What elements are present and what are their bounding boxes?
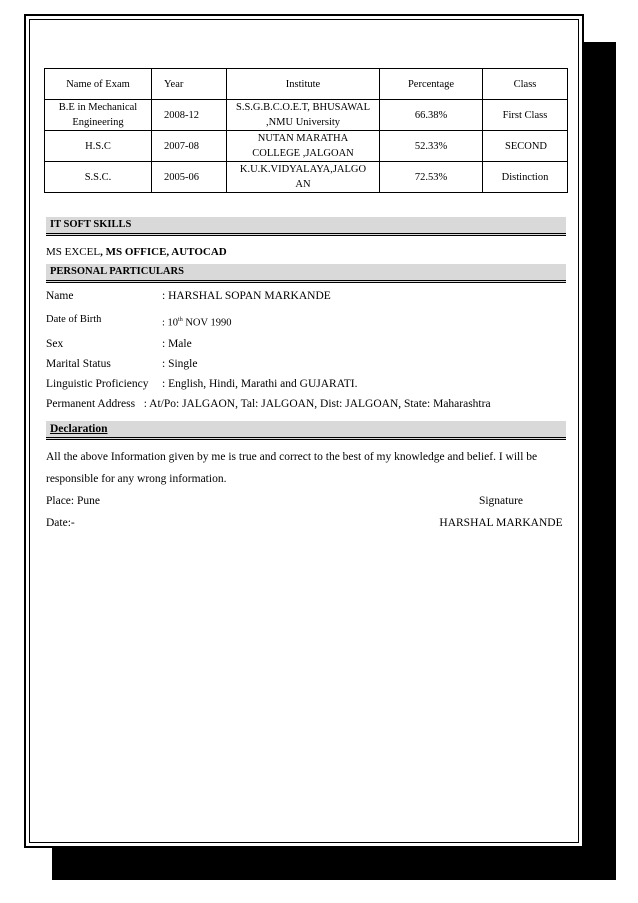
linguistic-row bbox=[46, 377, 566, 391]
institute-cell: K.U.K.VIDYALAYA,JALGO AN bbox=[227, 162, 380, 193]
exam-cell: B.E in Mechanical Engineering bbox=[45, 100, 152, 131]
header-class: Class bbox=[483, 69, 568, 100]
date-row bbox=[46, 512, 566, 534]
header-institute: Institute bbox=[227, 69, 380, 100]
document-page bbox=[24, 14, 584, 848]
year-cell: 2005-06 bbox=[152, 162, 227, 193]
name-row bbox=[46, 289, 566, 303]
header-percentage: Percentage bbox=[380, 69, 483, 100]
institute-cell: NUTAN MARATHA COLLEGE ,JALGOAN bbox=[227, 131, 380, 162]
marital-row bbox=[46, 357, 566, 371]
dob-value: : 10th NOV 1990 bbox=[162, 317, 232, 329]
declaration-heading: Declaration bbox=[46, 421, 566, 440]
name-value: : HARSHAL SOPAN MARKANDE bbox=[162, 290, 331, 302]
marital-value: : Single bbox=[162, 357, 198, 370]
personal-heading: PERSONAL PARTICULARS bbox=[46, 264, 566, 283]
year-cell: 2008-12 bbox=[152, 100, 227, 131]
year-cell: 2007-08 bbox=[152, 131, 227, 162]
education-table bbox=[44, 68, 568, 193]
linguistic-value: : English, Hindi, Marathi and GUJARATI. bbox=[162, 377, 358, 390]
signature-label: Signature bbox=[478, 494, 524, 507]
header-year: Year bbox=[152, 69, 227, 100]
dob-row bbox=[46, 313, 566, 331]
declaration-text: All the above Information given by me is true and correct to the best of my knowledge and belief. I will be responsible for any wrong information. bbox=[46, 450, 538, 485]
place-text: Place: Pune bbox=[46, 494, 100, 507]
percentage-cell: 72.53% bbox=[380, 162, 483, 193]
table-row bbox=[45, 100, 568, 131]
table-row bbox=[45, 131, 568, 162]
it-skills-heading: IT SOFT SKILLS bbox=[46, 217, 566, 236]
sex-label: Sex bbox=[46, 337, 64, 350]
it-skills-line bbox=[46, 246, 566, 258]
table-header-row bbox=[45, 69, 568, 100]
sex-value: : Male bbox=[162, 337, 192, 350]
percentage-cell: 52.33% bbox=[380, 131, 483, 162]
header-exam: Name of Exam bbox=[45, 69, 152, 100]
date-text: Date:- bbox=[46, 516, 75, 529]
class-cell: Distinction bbox=[483, 162, 568, 193]
sex-row bbox=[46, 337, 566, 351]
exam-cell: H.S.C bbox=[45, 131, 152, 162]
name-label: Name bbox=[46, 290, 74, 302]
table-row bbox=[45, 162, 568, 193]
resume-content bbox=[46, 68, 566, 534]
class-cell: First Class bbox=[483, 100, 568, 131]
institute-cell: S.S.G.B.C.O.E.T, BHUSAWAL ,NMU University bbox=[227, 100, 380, 131]
skills-bold: , MS OFFICE, AUTOCAD bbox=[100, 246, 227, 258]
signer-name: HARSHAL MARKANDE bbox=[439, 516, 563, 529]
exam-cell: S.S.C. bbox=[45, 162, 152, 193]
permanent-address: Permanent Address : At/Po: JALGAON, Tal: JALGOAN, Dist: JALGOAN, State: Maharashtra bbox=[46, 397, 491, 410]
linguistic-label: Linguistic Proficiency bbox=[46, 377, 149, 390]
marital-label: Marital Status bbox=[46, 357, 111, 370]
dob-label: Date of Birth bbox=[46, 314, 102, 325]
skills-plain: MS EXCEL bbox=[46, 246, 101, 258]
place-row bbox=[46, 490, 566, 512]
percentage-cell: 66.38% bbox=[380, 100, 483, 131]
class-cell: SECOND bbox=[483, 131, 568, 162]
